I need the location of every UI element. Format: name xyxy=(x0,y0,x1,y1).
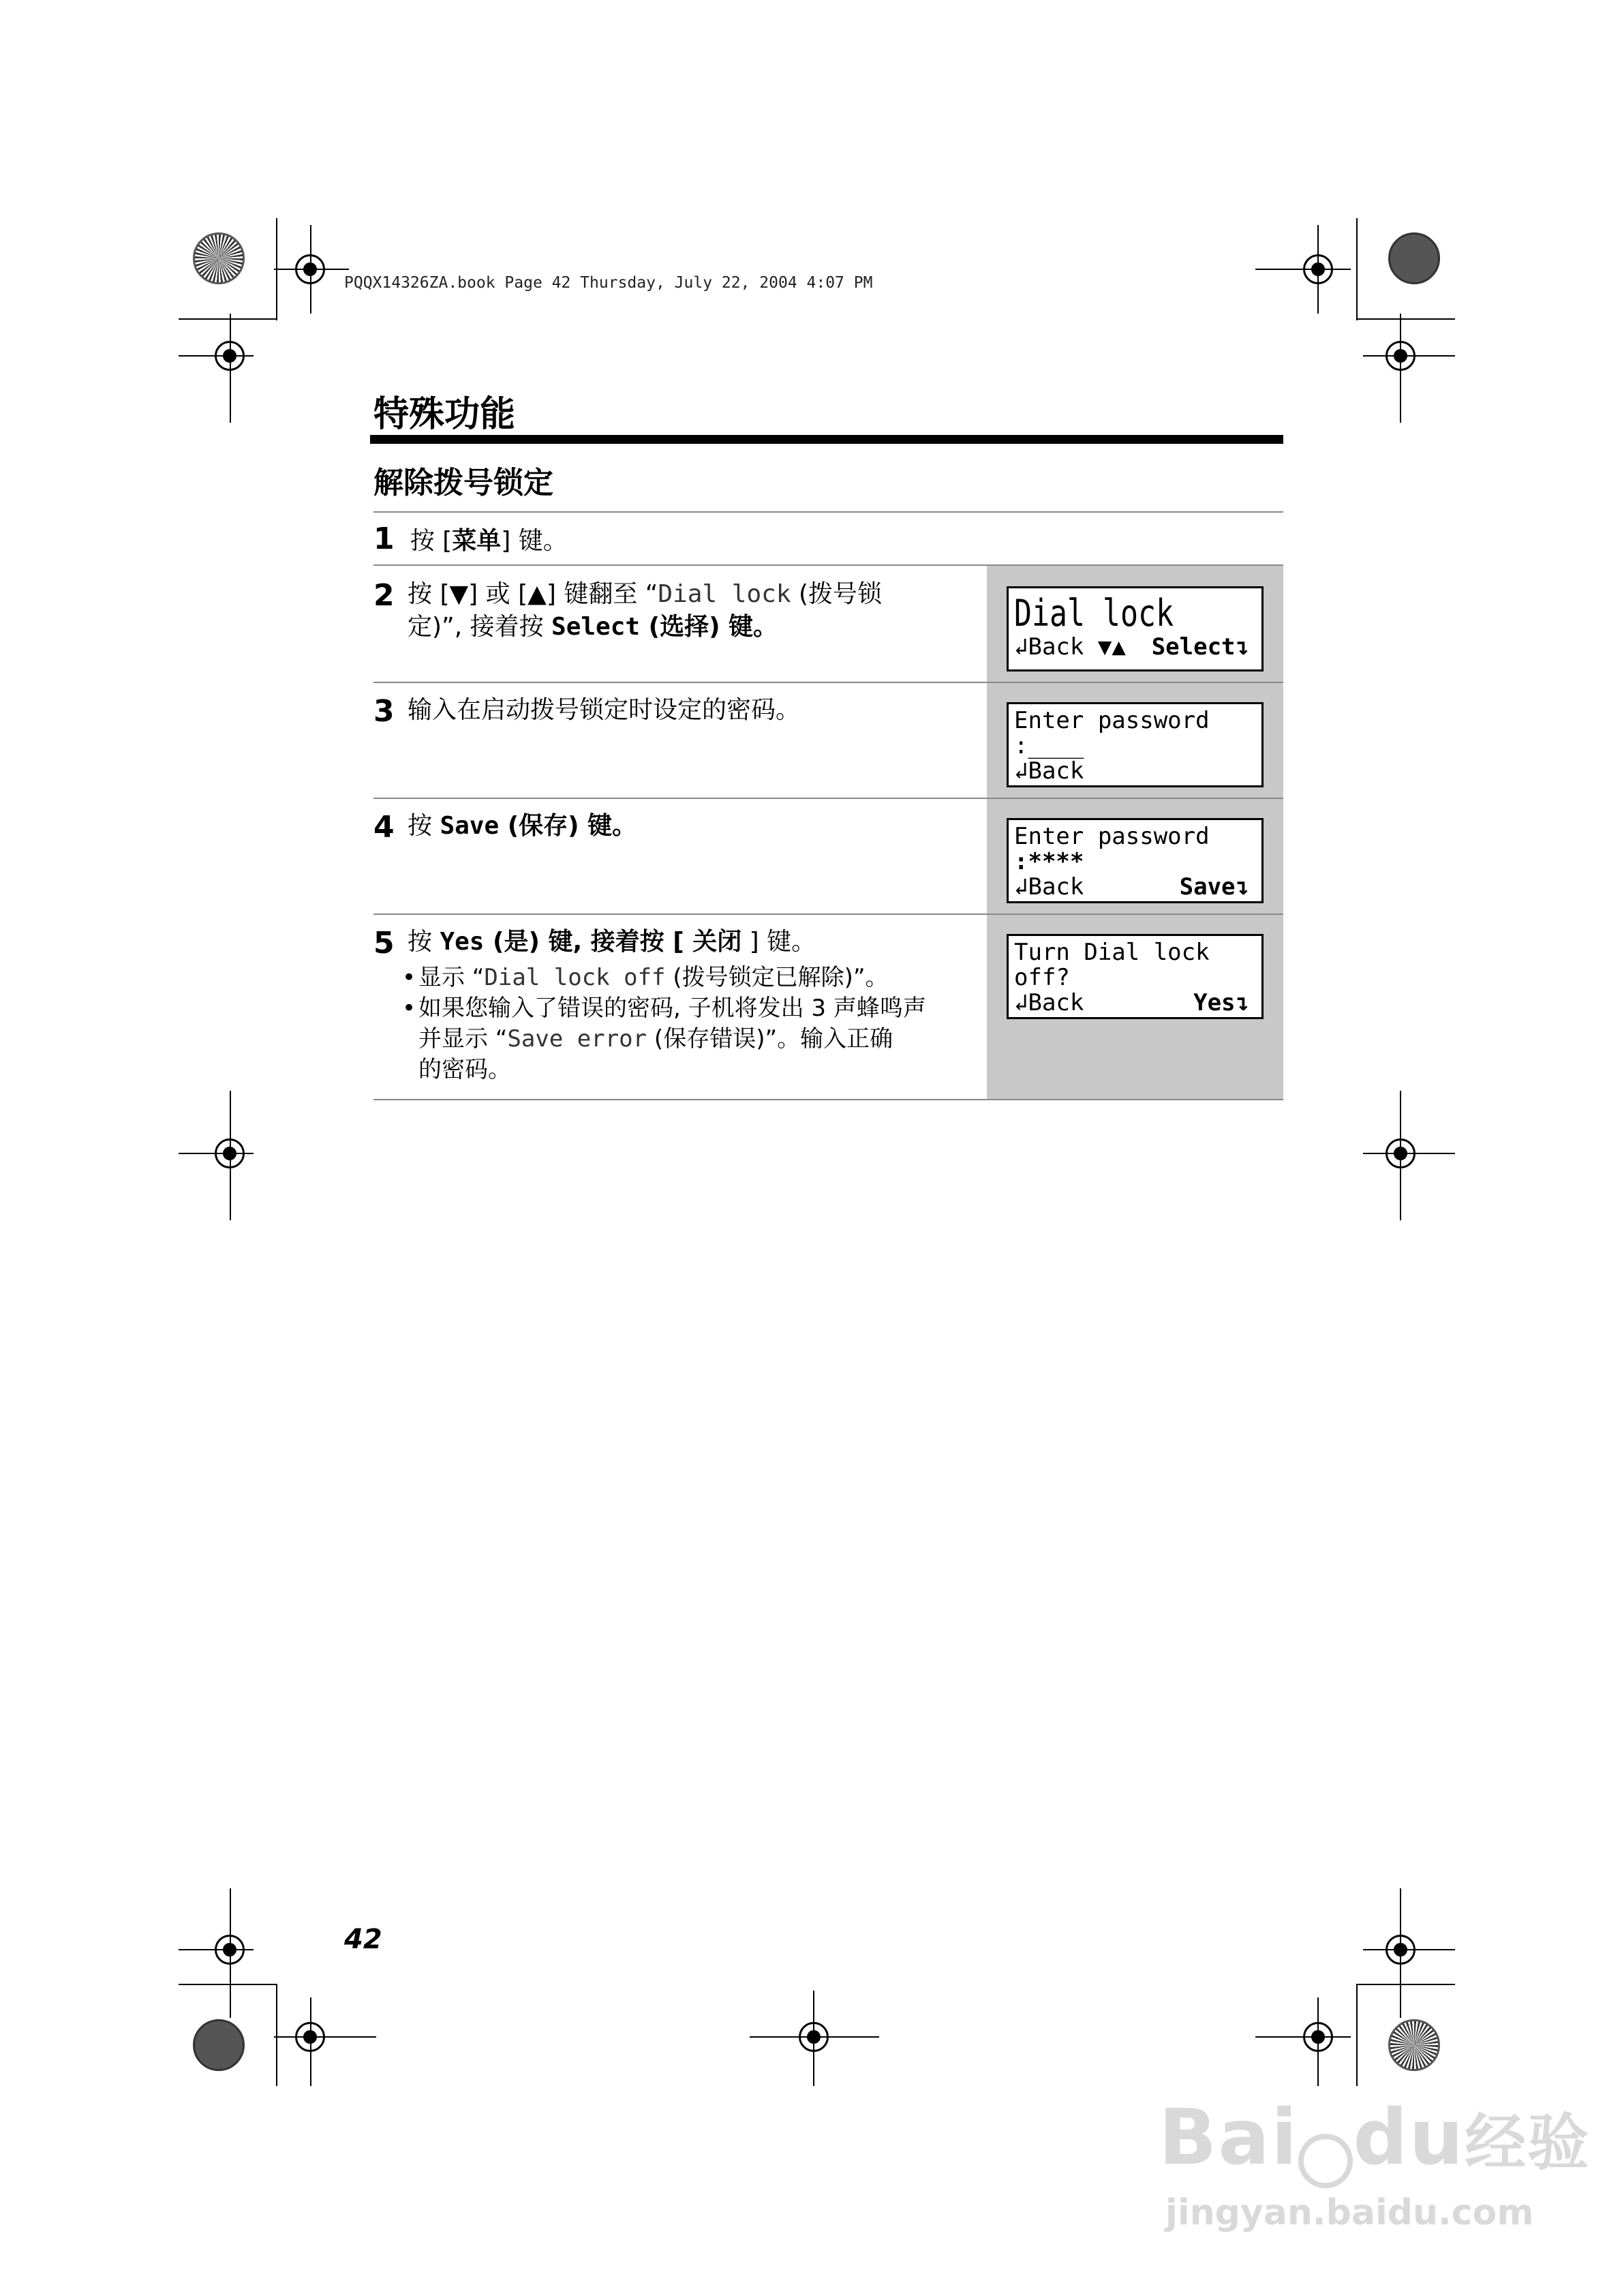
watermark-brand-3: 经验 xyxy=(1465,2107,1591,2179)
note-item: • 如果您输入了错误的密码, 子机将发出 3 声蜂鸣声 并显示 “Save error (保存错误)”。输入正确 的密码。 xyxy=(402,993,973,1085)
step-4: 4 按 Save (保存) 键。 xyxy=(373,810,637,845)
baidu-watermark xyxy=(1159,2093,1591,2233)
page-number: 42 xyxy=(344,1924,382,1955)
registration-burst-icon xyxy=(1388,232,1440,284)
registration-burst-icon xyxy=(193,232,245,284)
watermark-url: jingyan.baidu.com xyxy=(1165,2192,1534,2233)
step-3: 3 输入在启动拨号锁定时设定的密码。 xyxy=(373,694,801,729)
step-1: 1 按 [菜单] 键。 xyxy=(373,522,568,556)
subsection-title: 解除拨号锁定 xyxy=(373,466,553,500)
step-5: 5 按 Yes (是) 键, 接着按 [ 关闭 ] 键。 • 显示 “Dial lock off (拨号锁定已解除)”。 • 如果您输入了错误的密码, 子机将发出 3 声蜂鸣声 并显示 “Save error (保存错误)”。输入正确 的密码。 xyxy=(373,926,973,1085)
menu-key: 菜单 xyxy=(452,527,502,555)
lcd-screen-step-2: Dial lock ↲Back ▼▲ Select↴ xyxy=(1007,586,1264,671)
close-key: 关闭 xyxy=(692,928,742,956)
lcd-screen-step-5: Turn Dial lock off? ↲Back Yes↴ xyxy=(1007,934,1264,1019)
watermark-brand-2: du xyxy=(1353,2094,1465,2182)
lcd-screen-step-4: Enter password :**** ↲Back Save↴ xyxy=(1007,818,1264,903)
dial-lock-label: Dial lock xyxy=(658,580,791,608)
subsection-rule xyxy=(373,511,1283,513)
registration-burst-icon xyxy=(193,2019,245,2071)
yes-key: Yes xyxy=(440,928,485,956)
paw-icon xyxy=(1298,2134,1353,2188)
step-number: 1 xyxy=(373,522,395,556)
step-2: 2 按 [▼] 或 [▲] 键翻至 “Dial lock (拨号锁 定)”, 接着按 Select (选择) 键。 xyxy=(373,578,882,641)
note-item: • 显示 “Dial lock off (拨号锁定已解除)”。 xyxy=(402,963,973,993)
watermark-brand: Bai xyxy=(1159,2094,1299,2182)
registration-burst-icon xyxy=(1388,2019,1440,2071)
section-title: 特殊功能 xyxy=(373,394,516,435)
save-key: Save xyxy=(440,812,500,840)
file-header: PQQX14326ZA.book Page 42 Thursday, July 22, 2004 4:07 PM xyxy=(344,274,873,292)
lcd-screen-step-3: Enter password :____ ↲Back xyxy=(1007,702,1264,787)
select-key: Select xyxy=(551,613,641,641)
step-5-notes xyxy=(402,963,973,1085)
title-rule xyxy=(370,435,1283,444)
